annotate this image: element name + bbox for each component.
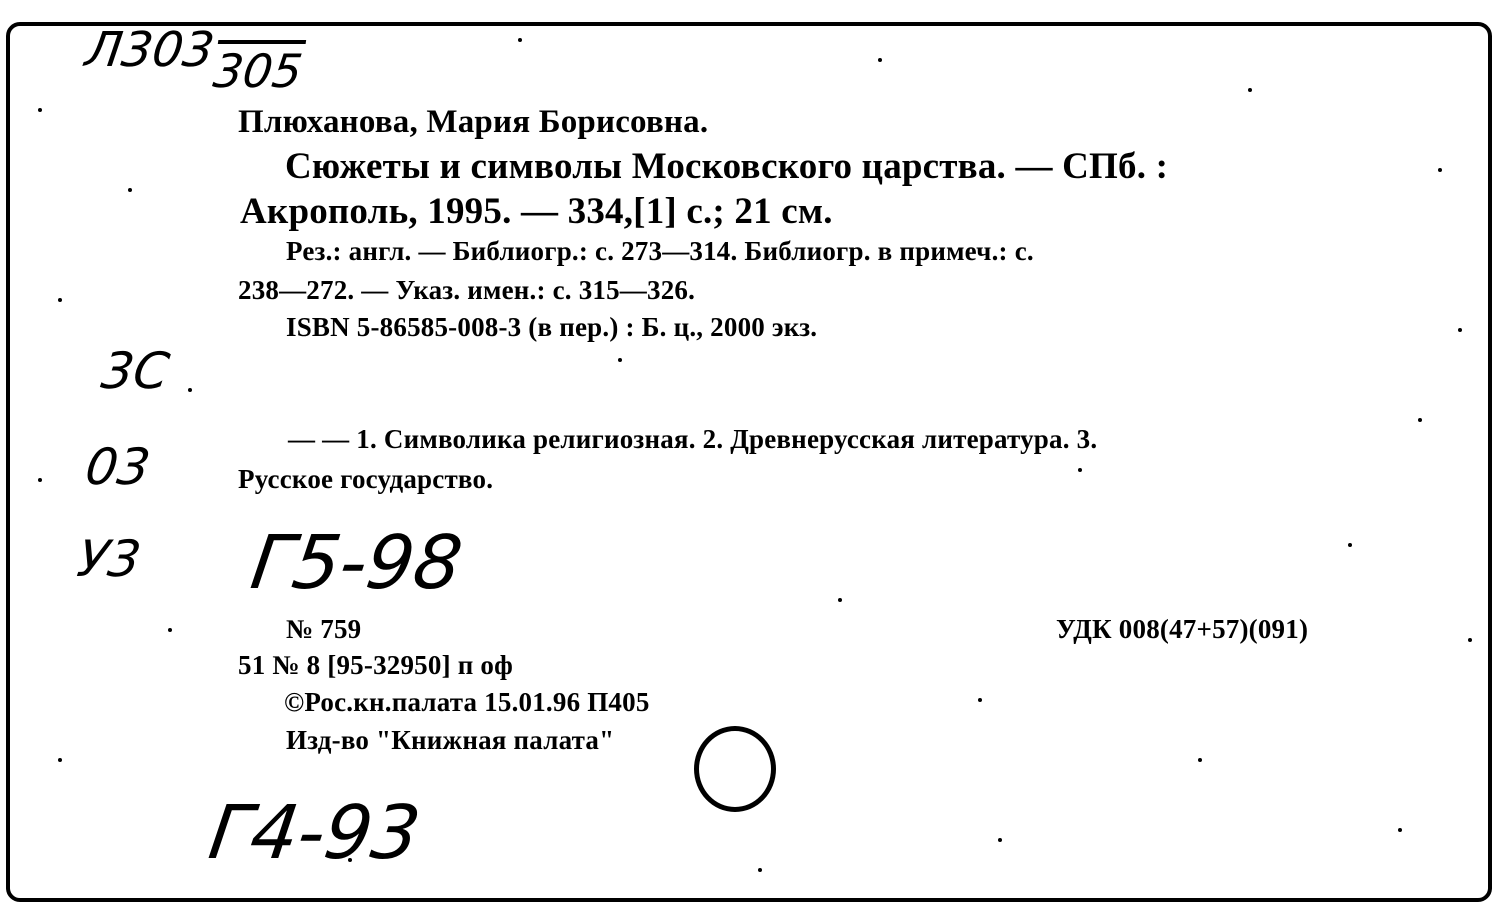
isbn-line: ISBN 5-86585-008-3 (в пер.) : Б. ц., 2000 экз.	[286, 312, 818, 342]
handwritten-mark-1: 3С	[97, 342, 173, 400]
hole-punch-circle	[694, 726, 776, 812]
publication-line: Акрополь, 1995. — 334,[1] с.; 21 см.	[240, 191, 833, 232]
handwritten-mark-3: У3	[73, 530, 145, 588]
record-number: № 759	[286, 614, 362, 644]
handwritten-call-number-overline: 305	[210, 44, 306, 98]
handwritten-call-number: Л303	[82, 22, 218, 78]
handwritten-mark-2: 03	[81, 438, 154, 496]
handwritten-date-1: Г5-98	[245, 520, 468, 606]
title-line: Сюжеты и символы Московского царства. — СПб. :	[285, 146, 1169, 187]
order-line: 51 № 8 [95-32950] п оф	[238, 650, 513, 680]
publisher-line: Изд-во "Книжная палата"	[286, 725, 615, 755]
handwritten-date-2: Г4-93	[203, 790, 426, 876]
udk-code: УДК 008(47+57)(091)	[1056, 614, 1309, 644]
copyright-line: ©Рос.кн.палата 15.01.96 П405	[284, 687, 650, 717]
subjects-line-2: Русское государство.	[238, 464, 494, 494]
notes-line-2: 238—272. — Указ. имен.: с. 315—326.	[238, 275, 696, 305]
author-heading: Плюханова, Мария Борисовна.	[238, 104, 709, 140]
notes-line-1: Рез.: англ. — Библиогр.: с. 273—314. Библиогр. в примеч.: с.	[286, 236, 1034, 266]
subjects-line-1: — — 1. Символика религиозная. 2. Древнерусская литература. 3.	[288, 424, 1098, 454]
